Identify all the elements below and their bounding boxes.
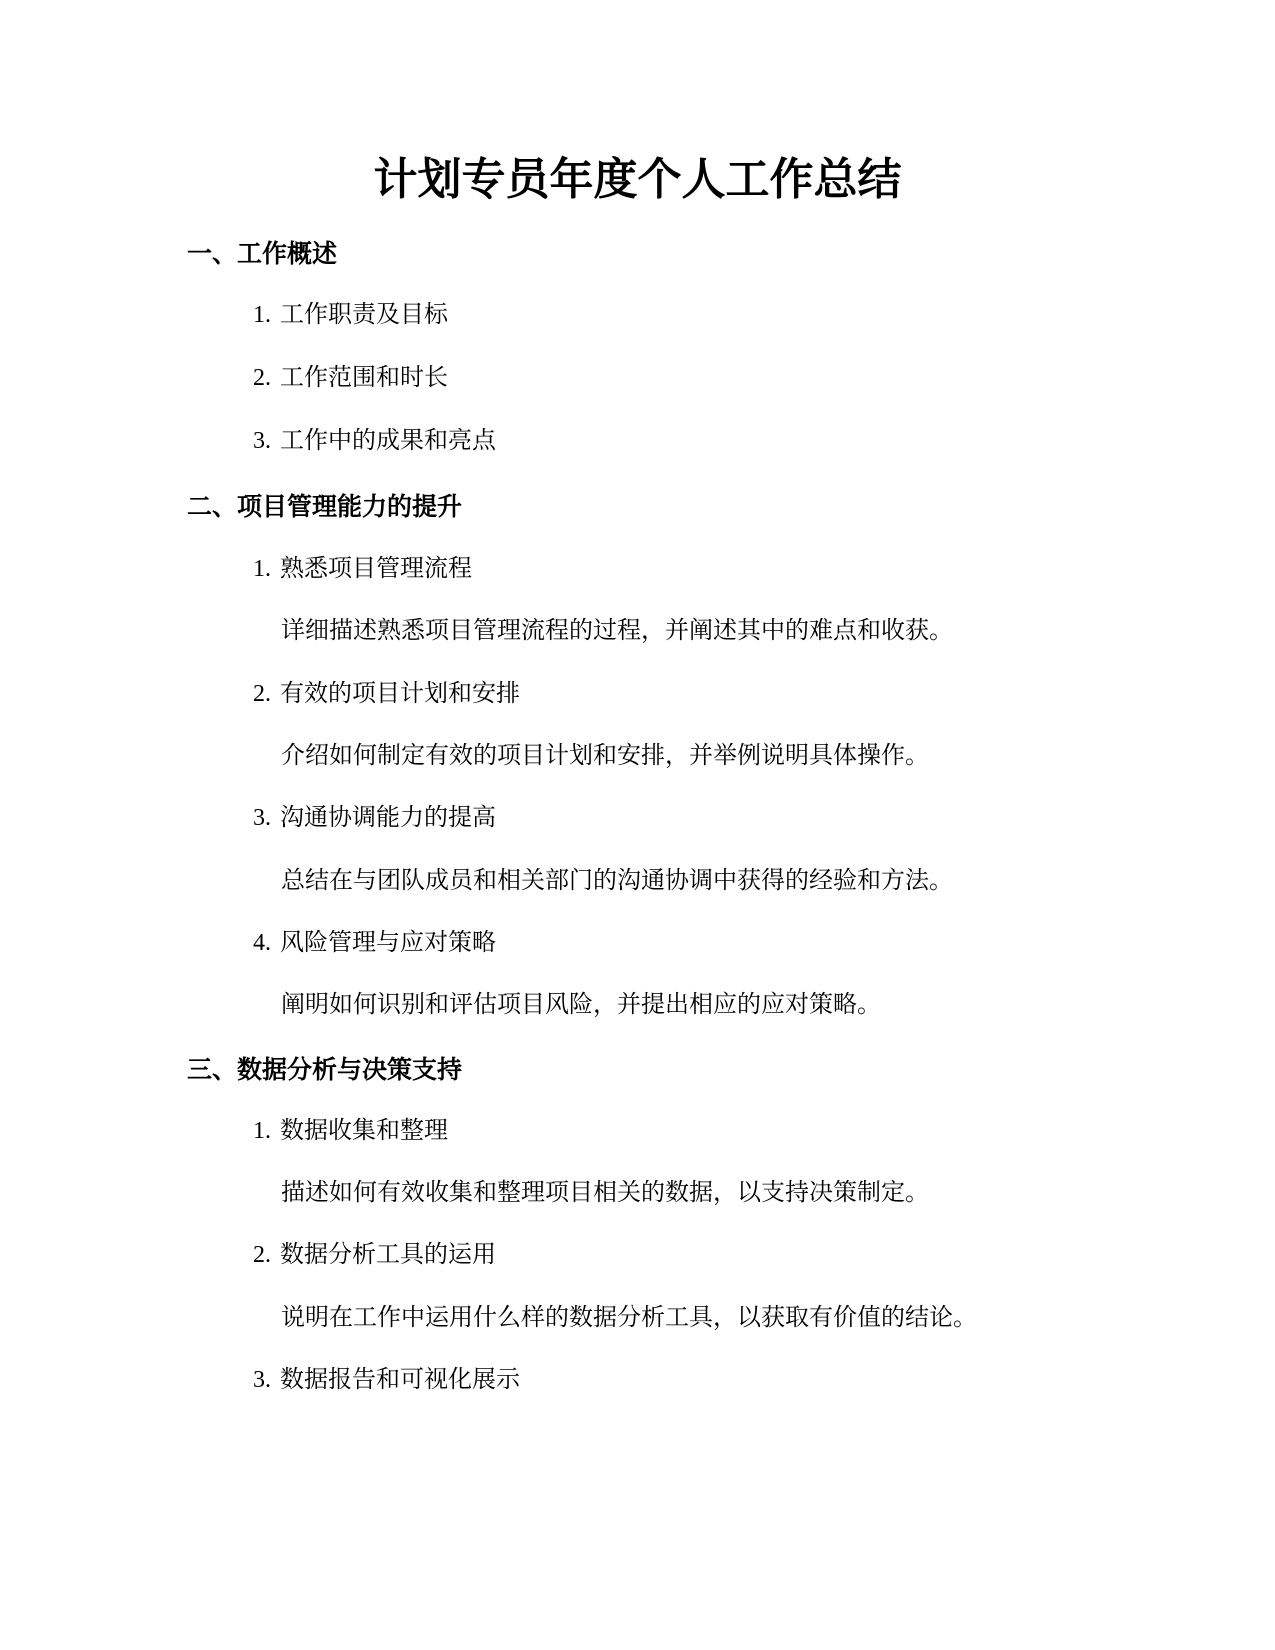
page-title: 计划专员年度个人工作总结 bbox=[373, 154, 902, 205]
item-text: 有效的项目计划和安排 bbox=[280, 681, 520, 707]
list-item bbox=[253, 926, 496, 960]
item-number: 3. bbox=[253, 805, 271, 831]
item-description: 总结在与团队成员和相关部门的沟通协调中获得的经验和方法。 bbox=[281, 868, 953, 894]
section-heading: 二、项目管理能力的提升 bbox=[187, 492, 463, 521]
item-text: 熟悉项目管理流程 bbox=[280, 556, 472, 582]
list-item bbox=[253, 552, 472, 586]
item-number: 3. bbox=[253, 428, 271, 454]
item-number: 1. bbox=[253, 556, 271, 582]
item-text: 工作职责及目标 bbox=[280, 302, 448, 328]
list-item bbox=[253, 1238, 496, 1272]
section-heading: 一、工作概述 bbox=[187, 239, 338, 268]
item-number: 3. bbox=[253, 1367, 271, 1393]
list-item bbox=[253, 361, 448, 395]
item-text: 数据报告和可视化展示 bbox=[280, 1367, 520, 1393]
item-text: 风险管理与应对策略 bbox=[280, 930, 496, 956]
item-number: 2. bbox=[253, 365, 271, 391]
section-heading: 三、数据分析与决策支持 bbox=[187, 1055, 463, 1084]
item-description: 阐明如何识别和评估项目风险，并提出相应的应对策略。 bbox=[281, 992, 881, 1018]
item-text: 沟通协调能力的提高 bbox=[280, 805, 496, 831]
item-description: 详细描述熟悉项目管理流程的过程，并阐述其中的难点和收获。 bbox=[281, 618, 953, 644]
item-text: 工作范围和时长 bbox=[280, 365, 448, 391]
list-item bbox=[253, 1363, 520, 1397]
item-number: 1. bbox=[253, 1118, 271, 1144]
item-text: 数据收集和整理 bbox=[280, 1118, 448, 1144]
item-number: 2. bbox=[253, 1242, 271, 1268]
item-number: 1. bbox=[253, 302, 271, 328]
item-text: 工作中的成果和亮点 bbox=[280, 428, 496, 454]
item-description: 说明在工作中运用什么样的数据分析工具，以获取有价值的结论。 bbox=[281, 1305, 977, 1331]
item-description: 介绍如何制定有效的项目计划和安排，并举例说明具体操作。 bbox=[281, 743, 929, 769]
item-number: 4. bbox=[253, 930, 271, 956]
list-item bbox=[253, 677, 520, 711]
item-description: 描述如何有效收集和整理项目相关的数据，以支持决策制定。 bbox=[281, 1180, 929, 1206]
item-number: 2. bbox=[253, 681, 271, 707]
list-item bbox=[253, 424, 496, 458]
list-item bbox=[253, 298, 448, 332]
item-text: 数据分析工具的运用 bbox=[280, 1242, 496, 1268]
list-item bbox=[253, 801, 496, 835]
list-item bbox=[253, 1114, 448, 1148]
